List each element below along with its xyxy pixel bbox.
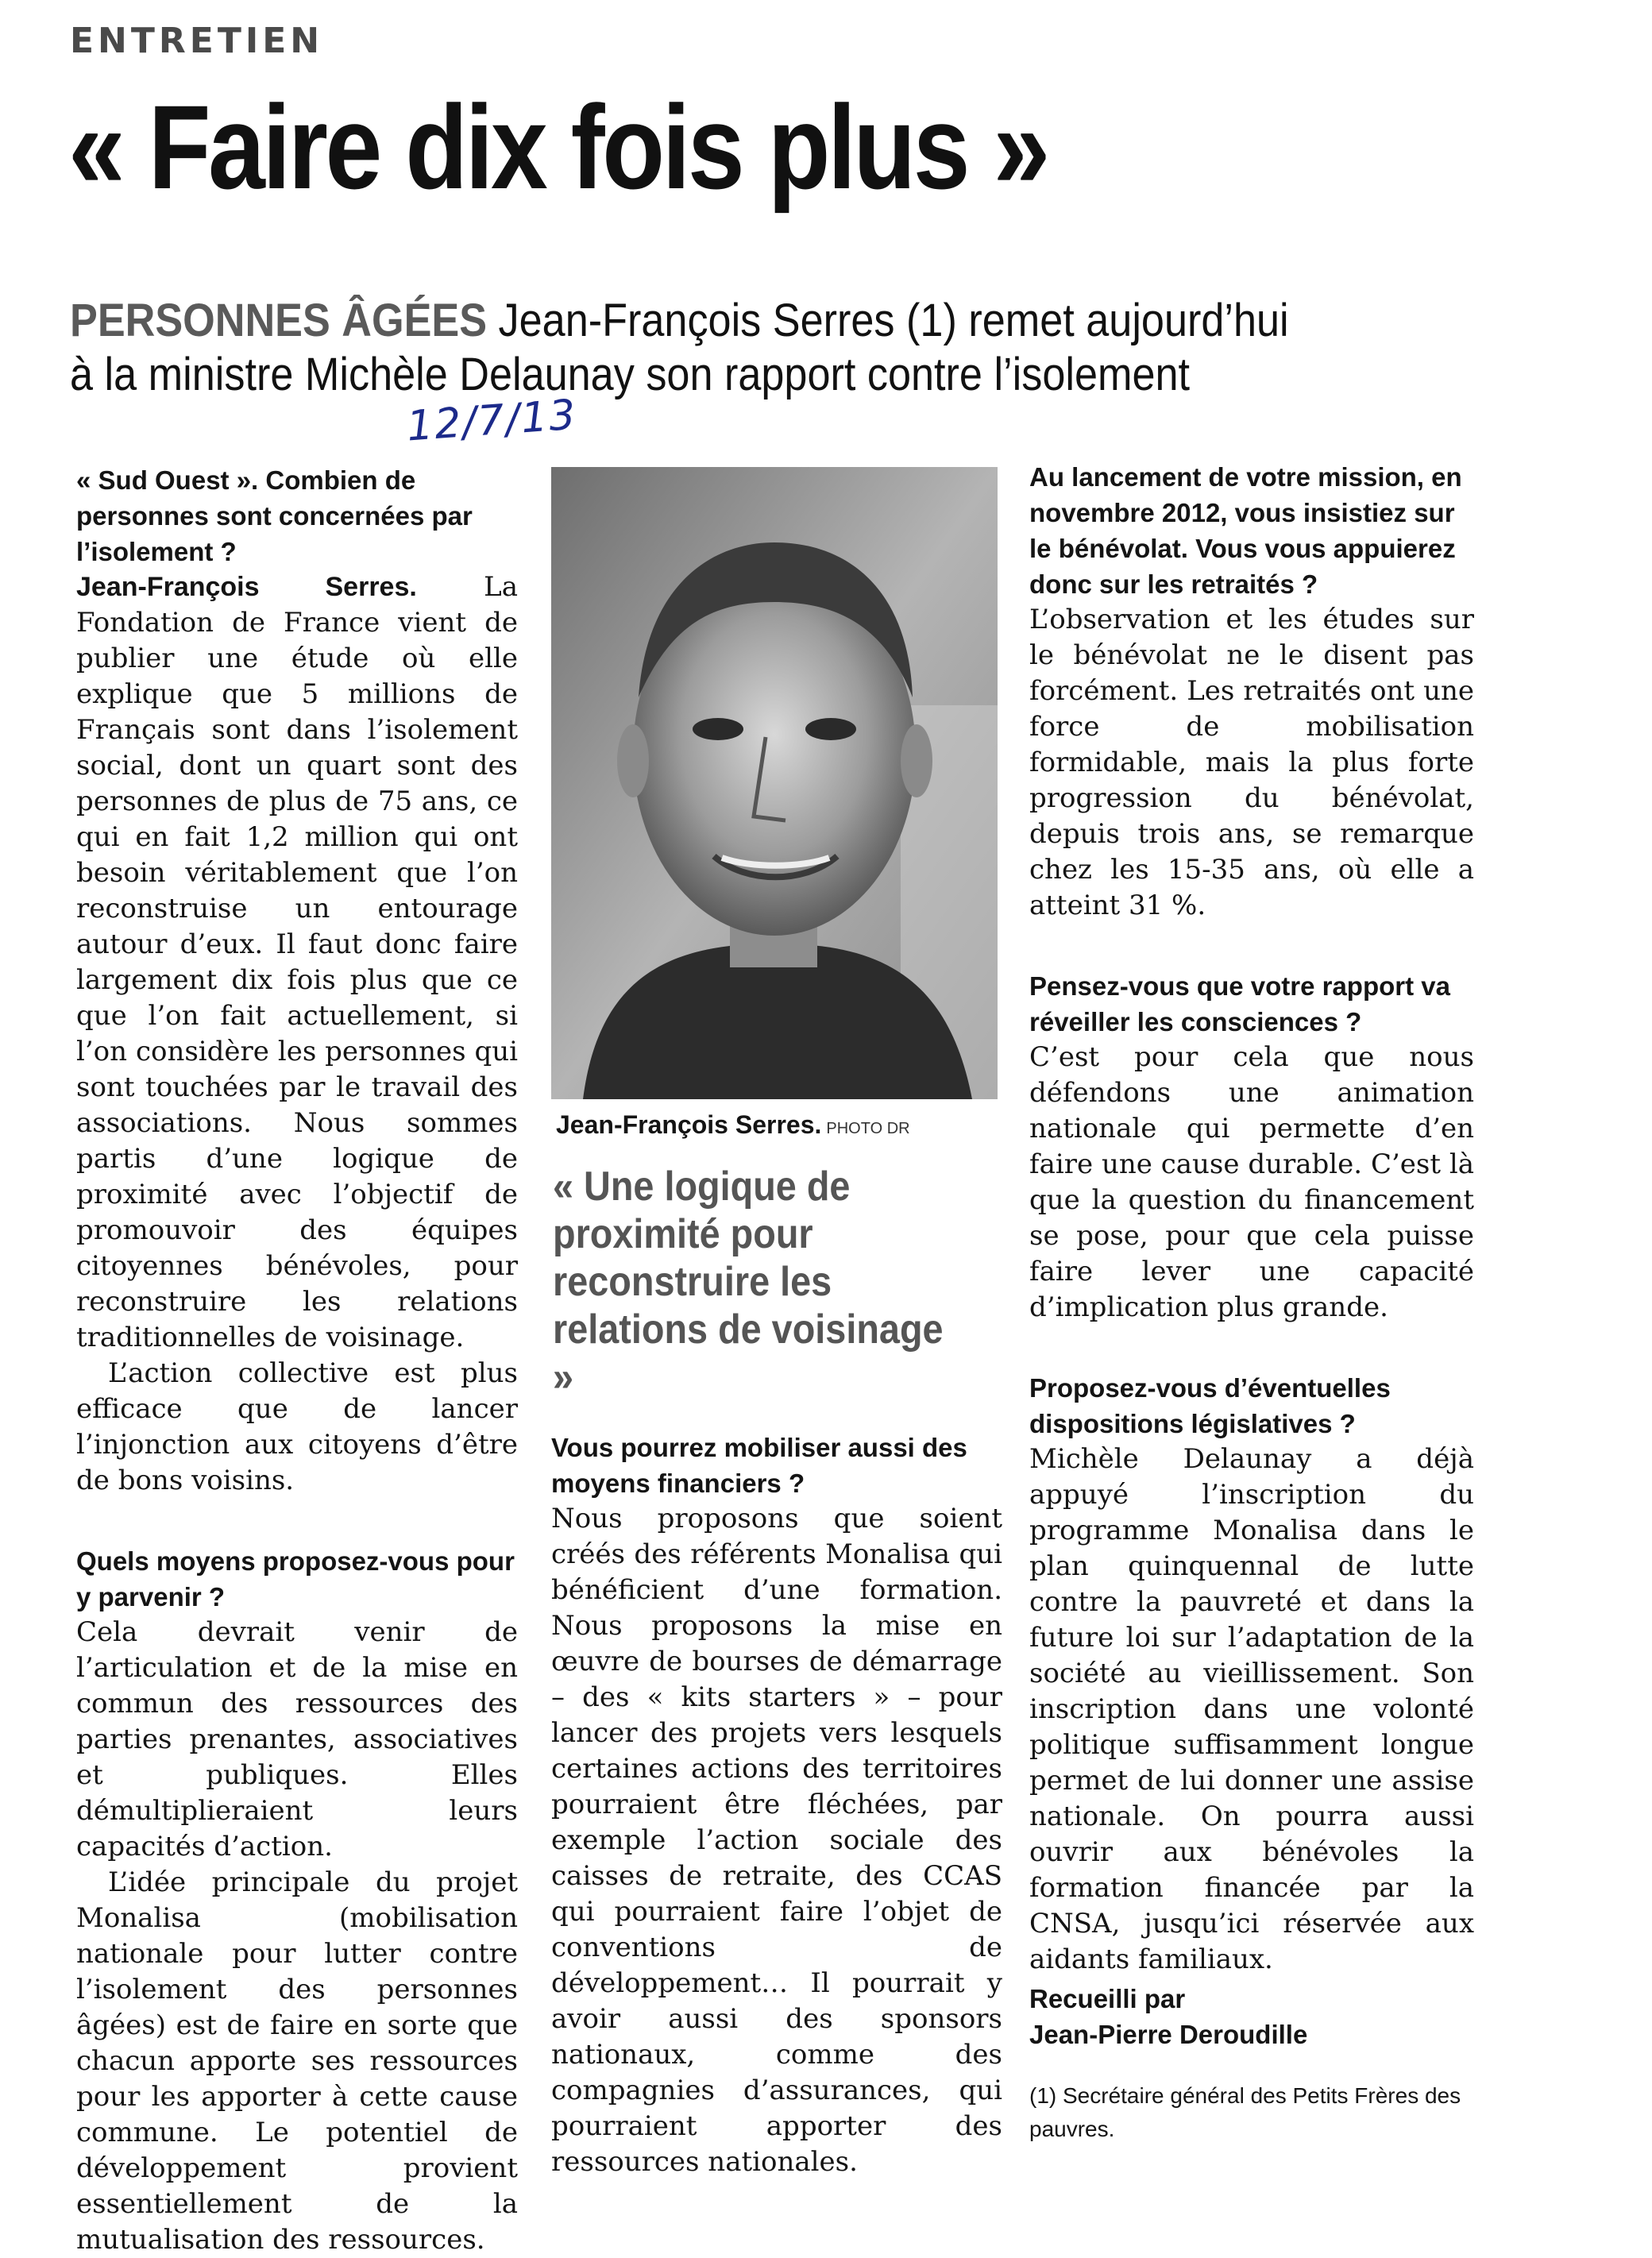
headline: « Faire dix fois plus » bbox=[68, 80, 1048, 214]
caption-name: Jean-François Serres. bbox=[556, 1110, 822, 1139]
deck-line-2: à la ministre Michèle Delaunay son rapport contre l’isolement bbox=[70, 349, 1191, 400]
answer-2: Cela devrait venir de l’articulation et de la mise en commun des ressources des parties prenantes, associatives et publiques. Elles démultiplieraient leurs capacités d’action. bbox=[76, 1616, 518, 1862]
photo-credit: PHOTO DR bbox=[826, 1120, 910, 1137]
speaker-name: Jean-François Serres. bbox=[76, 572, 417, 602]
answer-1-text: La Fondation de France vient de publier une étude où elle explique que 5 millions de Français sont dans l’isolement social, dont un quart sont des personnes de plus de 75 ans, ce qui en fait 1,2 million qui ont besoin véritablement que l’on reconstruise un entourage autour d’eux. Il faut donc faire largement dix fois plus que ce que l’on fait actuellement, si l’on considère les personnes qui sont touchées par le travail des associations. Nous sommes partis d’une logique de proximité avec l’objectif de promouvoir des équipes citoyennes bénévoles, pour reconstruire les relations traditionnelles de voisinage. bbox=[76, 571, 519, 1353]
question-2: Quels moyens proposez-vous pour y parvenir ? bbox=[76, 1546, 515, 1611]
answer-1b: L’action collective est plus efficace que de lancer l’injonction aux citoyens d’être de bons voisins. bbox=[76, 1357, 518, 1496]
section-kicker: ENTRETIEN bbox=[70, 21, 324, 61]
column-middle bbox=[551, 1430, 1002, 2180]
newspaper-name: « Sud Ouest ». bbox=[76, 465, 259, 495]
answer-4: L’observation et les études sur le bénévolat ne le disent pas forcément. Les retraités ont une force de mobilisation formidable, mais la plus forte progression du bénévolat, depuis trois ans, se remarque chez les 15-35 ans, où elle a atteint 31 %. bbox=[1029, 604, 1474, 921]
portrait-photo bbox=[551, 467, 998, 1099]
question-3: Vous pourrez mobiliser aussi des moyens financiers ? bbox=[551, 1433, 967, 1498]
portrait-illustration bbox=[551, 467, 998, 1099]
question-6: Proposez-vous d’éventuelles dispositions législatives ? bbox=[1029, 1373, 1391, 1438]
question-5: Pensez-vous que votre rapport va réveiller les consciences ? bbox=[1029, 971, 1450, 1036]
byline-label: Recueilli par bbox=[1029, 1984, 1186, 2013]
handwritten-date: 12/7/13 bbox=[405, 391, 579, 451]
question-1 bbox=[76, 462, 518, 569]
pull-quote: « Une logique de proximité pour reconstruire les relations de voisinage » bbox=[553, 1164, 944, 1400]
footnote: (1) Secrétaire général des Petits Frères des pauvres. bbox=[1029, 2083, 1461, 2141]
byline bbox=[1029, 1981, 1474, 2052]
deck-line-1: Jean-François Serres (1) remet aujourd’hui bbox=[487, 295, 1289, 346]
byline-author: Jean-Pierre Deroudille bbox=[1029, 2020, 1308, 2049]
column-right bbox=[1029, 459, 1474, 2146]
answer-2b: L’idée principale du projet Monalisa (mobilisation nationale pour lutter contre l’isolement des personnes âgées) est de faire en sorte que chacun apporte ses ressources pour les apporter à cette cause commune. Le potentiel de développement provient essentiellement de la mutualisation des ressources. bbox=[76, 1866, 518, 2256]
question-1-text: Combien de personnes sont concernées par l’isolement ? bbox=[76, 465, 473, 566]
answer-5: C’est pour cela que nous défendons une animation nationale qui permette d’en faire une cause durable. C’est là que la question du financement se pose, pour que cela puisse faire lever une capacité d’implication plus grande. bbox=[1029, 1041, 1474, 1323]
photo-caption bbox=[556, 1110, 910, 1140]
column-left bbox=[76, 462, 518, 2258]
deck-rubric: PERSONNES ÂGÉES bbox=[70, 295, 488, 346]
answer-3: Nous proposons que soient créés des référents Monalisa qui bénéficient d’une formation. Nous proposons la mise en œuvre de bourses de démarrage – des « kits starters » – pour lancer des projets vers lesquels certaines actions des territoires pourraient être fléchées, par exemple l’action sociale des caisses de retraite, des CCAS qui pourraient faire l’objet de conventions de développement… Il pourrait y avoir aussi des sponsors nationaux, comme des compagnies d’assurances, qui pourraient apporter des ressources nationales. bbox=[551, 1503, 1002, 2178]
question-4: Au lancement de votre mission, en novembre 2012, vous insistiez sur le bénévolat. Vous vous appuierez donc sur les retraités ? bbox=[1029, 462, 1462, 599]
deck bbox=[70, 294, 1414, 402]
answer-6: Michèle Delaunay a déjà appuyé l’inscription du programme Monalisa dans le plan quinquennal de lutte contre la pauvreté et dans la future loi sur l’adaptation de la société au vieillissement. Son inscription dans une volonté politique suffisamment longue permet de lui donner une assise nationale. On pourra aussi ouvrir aux bénévoles la formation financée par la CNSA, jusqu’ici réservée aux aidants familiaux. bbox=[1029, 1443, 1474, 1975]
answer-1 bbox=[76, 569, 518, 1356]
